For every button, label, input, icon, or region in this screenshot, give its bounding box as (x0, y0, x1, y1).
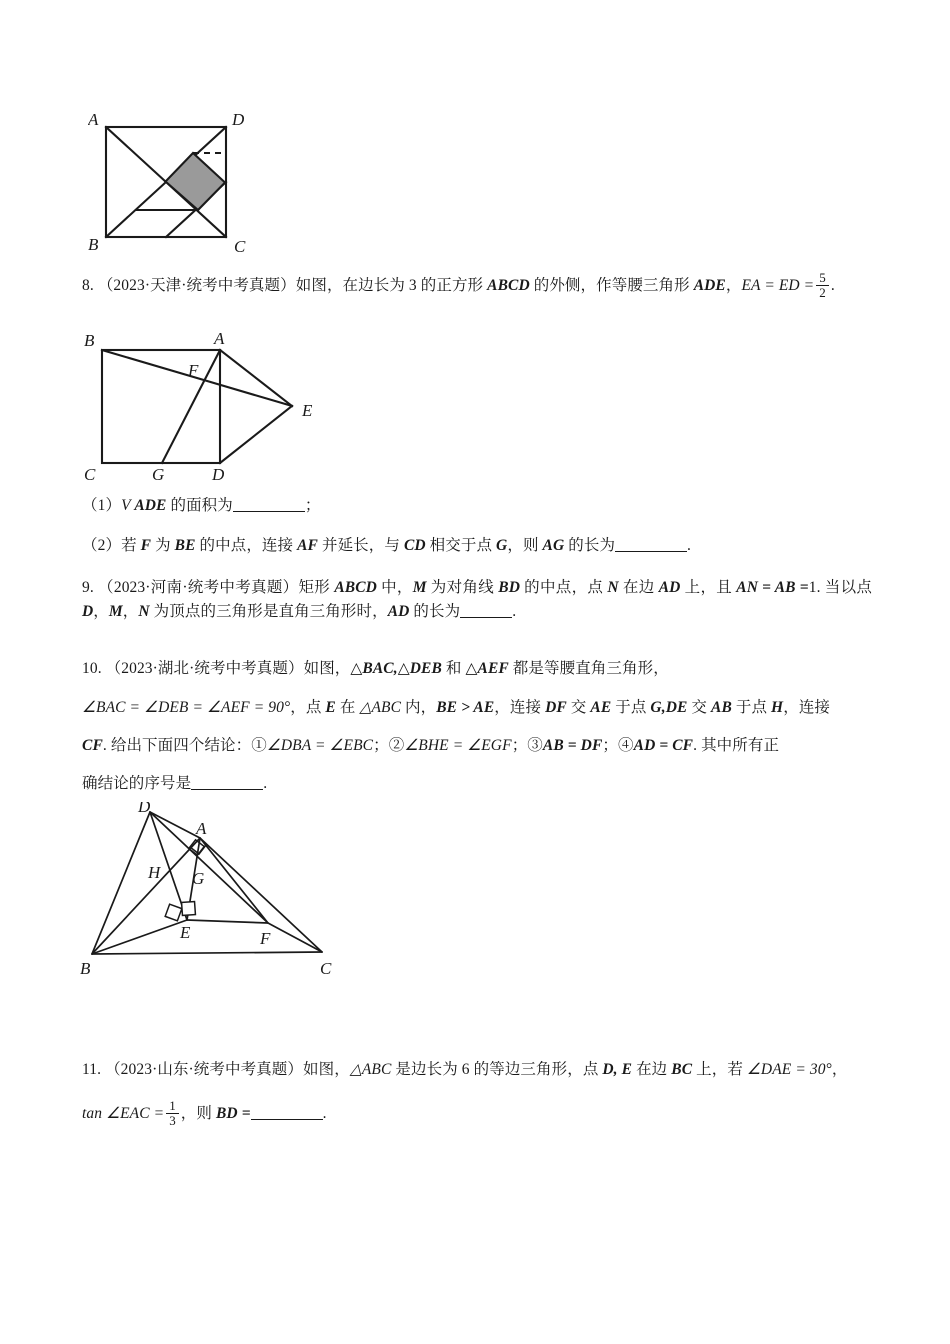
q8-p2-s3: AF (297, 537, 318, 554)
q8-p2-t5: 相交于点 (425, 537, 497, 554)
fig1-label-A: A (88, 110, 99, 129)
q8-body-before: 如图，在边长为 3 的正方形 (295, 277, 488, 295)
q8-frac-numerator: 5 (819, 270, 826, 285)
q8-p2-tail: . (687, 537, 692, 554)
q10-l3-t1: . 给出下面四个结论： (102, 737, 252, 754)
segment-B-C (92, 952, 322, 954)
q10-conclusion-3-marker: ③ (527, 737, 543, 754)
q10-l2-s2: E (325, 699, 336, 716)
q8-p1-marker: （1） (82, 497, 122, 514)
q8-body-end: . (830, 277, 835, 295)
q8-p2-answer-blank[interactable] (615, 551, 687, 552)
figure-three-isosceles-right-triangles (72, 802, 382, 987)
q10-l1-t1: 如图， (303, 660, 351, 677)
q9-t5: 在边 (618, 579, 659, 596)
q8-p1-shape: ADE (134, 497, 167, 514)
question-8-part-1 (82, 494, 872, 518)
q8-shape-1: ABCD (487, 277, 530, 295)
q9-s1: ABCD (334, 579, 377, 596)
q10-source: （2023·湖北·统考中考真题） (105, 660, 304, 677)
q10-conclusion-2-marker: ② (388, 737, 405, 754)
question-9: 9. （2023·河南·统考中考真题）矩形 ABCD 中，M 为对角线 BD 的中点，点 N 在边 AD 上，且 AN = AB =1. 当以点 D，M，N 为顶点的三角形是直角三角形时，AD 的长为 . (82, 579, 872, 621)
fig2-label-E: E (302, 401, 313, 420)
q11-l1-t6: ， (831, 1061, 848, 1078)
fig3-label-F: F (260, 929, 271, 948)
question-8-part-2 (82, 534, 872, 558)
q8-p1-pre: V (121, 497, 135, 514)
fig2-label-F: F (188, 361, 199, 380)
q11-frac-denominator: 3 (166, 1113, 179, 1128)
q10-c4-sep: . 其中所有正 (693, 737, 780, 754)
q10-l1-s2: △AEF (465, 660, 509, 677)
fig3-label-E: E (180, 923, 191, 942)
q8-p2-s4: CD (403, 537, 426, 554)
q11-l2-pre: tan ∠EAC = (82, 1105, 165, 1123)
q10-l2-s8: AB (711, 699, 732, 716)
q9-s7: D (82, 603, 94, 621)
segment-D-B (92, 812, 150, 954)
q10-l2-t8: 于点 (731, 699, 772, 716)
q11-l2-mid: ，则 (180, 1105, 216, 1123)
q8-p2-s6: AG (542, 537, 565, 554)
q9-source: （2023·河南·统考中考真题） (98, 579, 299, 596)
q11-l1-s3: E (621, 1061, 633, 1078)
q9-t12: 的长为 (409, 603, 461, 621)
q9-tail: . (512, 603, 517, 621)
q9-s10: AD (387, 603, 410, 621)
q8-p2-s1: F (140, 537, 152, 554)
fig1-label-B: B (88, 235, 99, 254)
fig2-label-C: C (84, 465, 96, 483)
fig2-label-G: G (152, 465, 165, 483)
q11-fraction (166, 1099, 179, 1128)
figure-1-svg (88, 105, 278, 255)
q8-number: 8 (82, 277, 90, 295)
q10-conclusion-1: ∠DBA = ∠EBC (266, 737, 374, 754)
q10-answer-blank[interactable] (191, 789, 263, 790)
q8-p2-s5: G (496, 537, 508, 554)
fig3-label-C: C (320, 959, 332, 978)
q10-l2-s3: △ABC (359, 699, 402, 716)
q11-l1-t4: 在边 (632, 1061, 672, 1078)
fig3-label-G: G (192, 869, 205, 888)
q10-c2-sep: ； (511, 737, 528, 754)
q8-frac-denominator: 2 (816, 285, 829, 300)
q9-t9: ， (93, 603, 109, 621)
q9-s2: M (412, 579, 427, 596)
segment-D-E (220, 406, 292, 463)
q10-l2-s1: ∠BAC = ∠DEB = ∠AEF = 90° (82, 699, 291, 716)
segment-A-E (220, 350, 292, 406)
q9-t2: 中， (376, 579, 413, 596)
q10-l2-t3: 内， (401, 699, 437, 716)
q8-relation: EA = ED = (741, 277, 815, 295)
q10-l2-t5: 交 (566, 699, 591, 716)
q10-conclusion-2: ∠BHE = ∠EGF (404, 737, 512, 754)
q11-l1-s1: △ABC (349, 1061, 392, 1078)
fig1-label-D: D (232, 110, 245, 129)
q9-t3: 为对角线 (426, 579, 499, 596)
question-8: 8. （2023·天津·统考中考真题）如图，在边长为 3 的正方形 ABCD 的外侧，作等腰三角形 ADE，EA = ED = $\frac{5}{2}$ . (82, 270, 835, 301)
q8-p2-marker: （2） (82, 537, 122, 554)
q9-s8: M (108, 603, 123, 621)
q10-c1-sep: ； (373, 737, 389, 754)
fig3-label-A: A (196, 819, 207, 838)
right-angle-square-E-left (165, 904, 182, 921)
segment-F-A (200, 838, 268, 923)
segment-D-F (150, 812, 268, 923)
q10-l2-t6: 于点 (611, 699, 651, 716)
right-angle-square-E-right (182, 902, 196, 916)
q9-t8: . 当以点 (816, 579, 872, 596)
question-11-line-2 (82, 1100, 872, 1129)
q9-t7: 1 (808, 579, 817, 596)
fig1-label-C: C (234, 237, 246, 255)
q11-tail: . (322, 1105, 327, 1123)
q11-l1-t2: 是边长为 6 的等边三角形，点 (391, 1061, 603, 1078)
q8-p2-t4: 并延长，与 (318, 537, 404, 554)
q10-conclusion-4: AD = CF (633, 737, 694, 754)
q9-t11: 为顶点的三角形是直角三角形时， (149, 603, 388, 621)
q10-l2-t2: 在 (335, 699, 360, 716)
q8-p2-s2: BE (174, 537, 196, 554)
fig3-label-B: B (80, 959, 91, 978)
q8-p2-t7: 的长为 (564, 537, 616, 554)
q11-l1-s4: BC (671, 1061, 693, 1078)
q8-shape-2: ADE (693, 277, 726, 295)
q8-body-rel: ， (725, 277, 742, 295)
q8-fraction (816, 271, 829, 300)
figure-square-with-triangle-ADE (80, 328, 340, 483)
q10-l2-t9: ，连接 (783, 699, 831, 716)
fig2-label-D: D (212, 465, 225, 483)
fig3-label-H: H (148, 863, 161, 882)
q8-p2-t1: 若 (121, 537, 141, 554)
q9-t6: 上，且 (680, 579, 737, 596)
figure-3-svg (72, 802, 382, 987)
q11-l1-t1: 如图， (303, 1061, 350, 1078)
q10-l1-t3: 都是等腰直角三角形， (508, 660, 669, 677)
q10-l1-t2: 和 (441, 660, 466, 677)
q8-body-mid: 的外侧，作等腰三角形 (529, 277, 694, 295)
q9-number: 9 (82, 579, 90, 596)
q11-frac-numerator: 1 (169, 1098, 176, 1113)
q9-answer-blank[interactable] (460, 617, 512, 618)
q9-t4: 的中点，点 (519, 579, 608, 596)
q8-p1-post: 的面积为 (166, 497, 233, 514)
q10-l2-s9: H (771, 699, 784, 716)
q10-l2-t7: 交 (687, 699, 711, 716)
q10-l2-t1: ，点 (290, 699, 326, 716)
q10-l3-s1: CF (82, 737, 103, 754)
question-10-line-4 (82, 772, 872, 796)
q8-source: （2023·天津·统考中考真题） (97, 277, 296, 295)
q11-answer-blank[interactable] (251, 1119, 323, 1120)
q8-p1-answer-blank[interactable] (233, 511, 305, 512)
fig2-label-B: B (84, 331, 95, 350)
q9-s6: AN = AB = (736, 579, 809, 596)
q9-t10: ， (122, 603, 139, 621)
q10-tail: . (263, 775, 268, 792)
q10-l2-t4: ，连接 (494, 699, 546, 716)
q8-p2-t6: ，则 (507, 537, 543, 554)
q9-t1: 矩形 (298, 579, 335, 596)
fig2-label-A: A (214, 329, 225, 348)
question-11-line-1: 11. （2023·山东·统考中考真题）如图，△ABC 是边长为 6 的等边三角形，点 D, E 在边 BC 上，若 ∠DAE = 30°， (82, 1061, 848, 1078)
q11-l1-t5: 上，若 (692, 1061, 747, 1078)
q9-s5: AD (658, 579, 681, 596)
segment-E-B (92, 920, 187, 954)
q10-c3-sep: ； (602, 737, 619, 754)
q11-l1-s5: ∠DAE = 30° (746, 1061, 832, 1078)
q11-source: （2023·山东·统考中考真题） (105, 1061, 304, 1078)
q8-p1-tail: ； (304, 497, 321, 514)
fig3-label-D: D (138, 802, 151, 816)
q8-p2-t2: 为 (151, 537, 175, 554)
segment-E-F (187, 920, 268, 923)
q10-conclusion-4-marker: ④ (618, 737, 634, 754)
q10-conclusion-3: AB = DF (542, 737, 603, 754)
q9-s3: BD (498, 579, 520, 596)
q11-number: 11 (82, 1061, 98, 1078)
question-10-line-1: 10. （2023·湖北·统考中考真题）如图，△BAC,△DEB 和 △AEF 都是等腰直角三角形， (82, 660, 669, 677)
q10-l1-s1: △BAC,△DEB (350, 660, 442, 677)
q10-l2-s5: DF (545, 699, 567, 716)
q11-l1-s2: D, (602, 1061, 618, 1078)
q8-p2-t3: 的中点，连接 (195, 537, 298, 554)
q11-l2-s1: BD = (215, 1105, 251, 1123)
figure-tangram-square (88, 105, 278, 255)
q10-l2-s4: BE > AE (436, 699, 495, 716)
q9-s9: N (138, 603, 150, 621)
shaded-parallelogram (166, 153, 226, 210)
q10-l2-s6: AE (590, 699, 612, 716)
q9-s4: N (607, 579, 619, 596)
q10-l4-t1: 确结论的序号是 (82, 775, 192, 792)
figure-2-svg (80, 328, 340, 483)
question-10-line-2 (82, 696, 872, 720)
q10-l2-s7: G,DE (650, 699, 688, 716)
q10-conclusion-1-marker: ① (251, 737, 267, 754)
q10-number: 10 (82, 660, 98, 677)
question-10-line-3 (82, 734, 872, 758)
